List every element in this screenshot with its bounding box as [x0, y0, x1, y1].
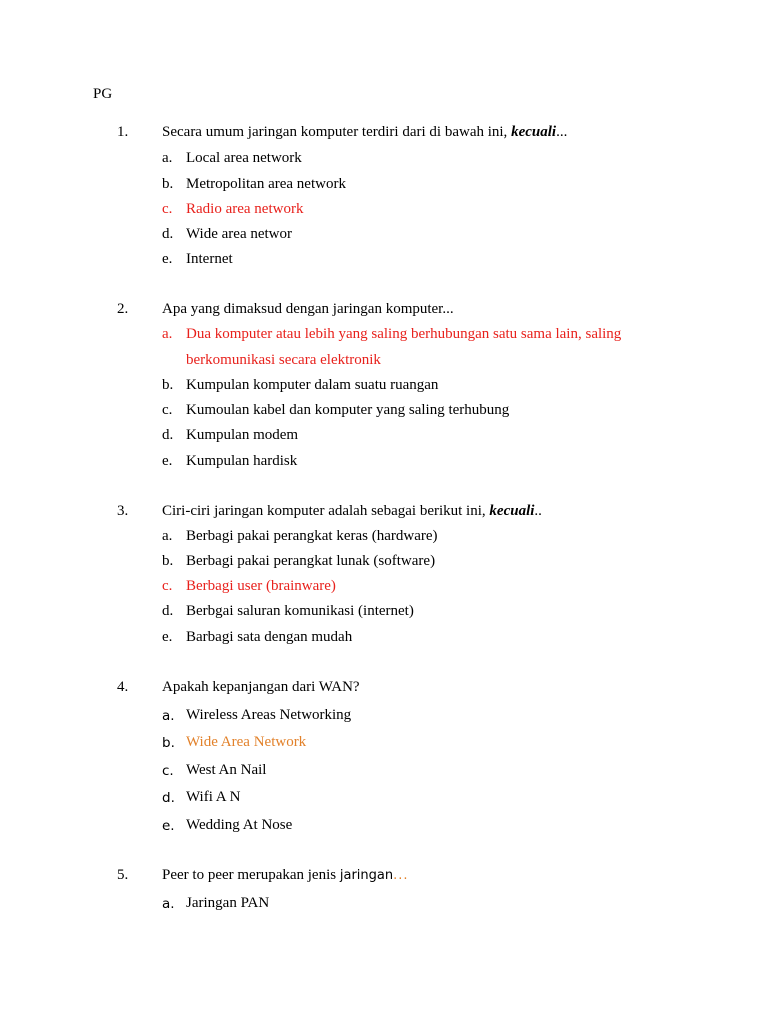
option-text: Wireless Areas Networking: [186, 707, 352, 723]
question-keyword: kecuali: [489, 503, 535, 519]
option-text: Berbagi pakai perangkat lunak (software): [186, 553, 436, 569]
option-letter: e.: [162, 818, 175, 834]
option-text-answer: Dua komputer atau lebih yang saling berhubungan satu sama lain, saling: [186, 326, 622, 342]
option-text-answer: Radio area network: [186, 201, 304, 217]
option-letter: d.: [162, 603, 174, 619]
question-text-part: Secara umum jaringan komputer terdiri dari di bawah ini,: [162, 124, 512, 140]
option-text: West An Nail: [186, 762, 267, 778]
option-letter: b.: [162, 735, 175, 751]
option-text: Kumoulan kabel dan komputer yang saling terhubung: [186, 402, 510, 418]
question-number: 1.: [117, 124, 129, 140]
question-text-part: Peer to peer merupakan jenis: [162, 867, 340, 883]
option-letter: a.: [162, 896, 175, 912]
option-letter: c.: [162, 763, 174, 779]
question-number: 5.: [117, 867, 129, 883]
option-text-answer-continued: berkomunikasi secara elektronik: [186, 352, 381, 368]
option-text-answer: Berbagi user (brainware): [186, 578, 336, 594]
question-number: 2.: [117, 301, 129, 317]
option-letter: e.: [162, 629, 173, 645]
option-letter-answer: c.: [162, 578, 173, 594]
option-text: Kumpulan hardisk: [186, 453, 298, 469]
option-text: Wedding At Nose: [186, 817, 293, 833]
option-letter: a.: [162, 528, 173, 544]
option-letter: b.: [162, 176, 174, 192]
question-number: 3.: [117, 503, 129, 519]
question-text-part: Ciri-ciri jaringan komputer adalah sebagai berikut ini,: [162, 503, 490, 519]
question-text-part: jaringan: [339, 868, 394, 883]
option-text: Jaringan PAN: [186, 895, 270, 911]
option-letter: b.: [162, 377, 174, 393]
option-text: Berbgai saluran komunikasi (internet): [186, 603, 414, 619]
option-letter: e.: [162, 251, 173, 267]
option-letter-answer: c.: [162, 201, 173, 217]
option-text: Wide area networ: [186, 226, 293, 242]
question-ellipsis: ...: [393, 868, 409, 883]
question-text: [162, 867, 409, 884]
option-letter: b.: [162, 553, 174, 569]
question-text-part: ...: [556, 124, 568, 140]
option-text: Internet: [186, 251, 233, 267]
section-title: PG: [93, 86, 113, 102]
question-text: [162, 124, 567, 141]
option-text-answer: Wide Area Network: [186, 734, 307, 750]
option-letter: c.: [162, 402, 173, 418]
question-text: [162, 503, 542, 520]
option-text: Local area network: [186, 150, 302, 166]
option-letter-answer: a.: [162, 326, 173, 342]
option-text: Metropolitan area network: [186, 176, 346, 192]
option-letter: d.: [162, 427, 174, 443]
option-letter: e.: [162, 453, 173, 469]
option-letter: d.: [162, 226, 174, 242]
option-text: Berbagi pakai perangkat keras (hardware): [186, 528, 438, 544]
option-text: Kumpulan modem: [186, 427, 299, 443]
question-keyword: kecuali: [511, 124, 557, 140]
option-letter: d.: [162, 790, 175, 806]
option-letter: a.: [162, 150, 173, 166]
question-number: 4.: [117, 679, 129, 695]
option-text: Wifi A N: [186, 789, 241, 805]
option-text: Barbagi sata dengan mudah: [186, 629, 353, 645]
question-text-part: ..: [534, 503, 542, 519]
question-text: Apa yang dimaksud dengan jaringan komputer...: [162, 301, 454, 317]
option-text: Kumpulan komputer dalam suatu ruangan: [186, 377, 439, 393]
option-letter: a.: [162, 708, 175, 724]
question-text: Apakah kepanjangan dari WAN?: [162, 679, 360, 695]
